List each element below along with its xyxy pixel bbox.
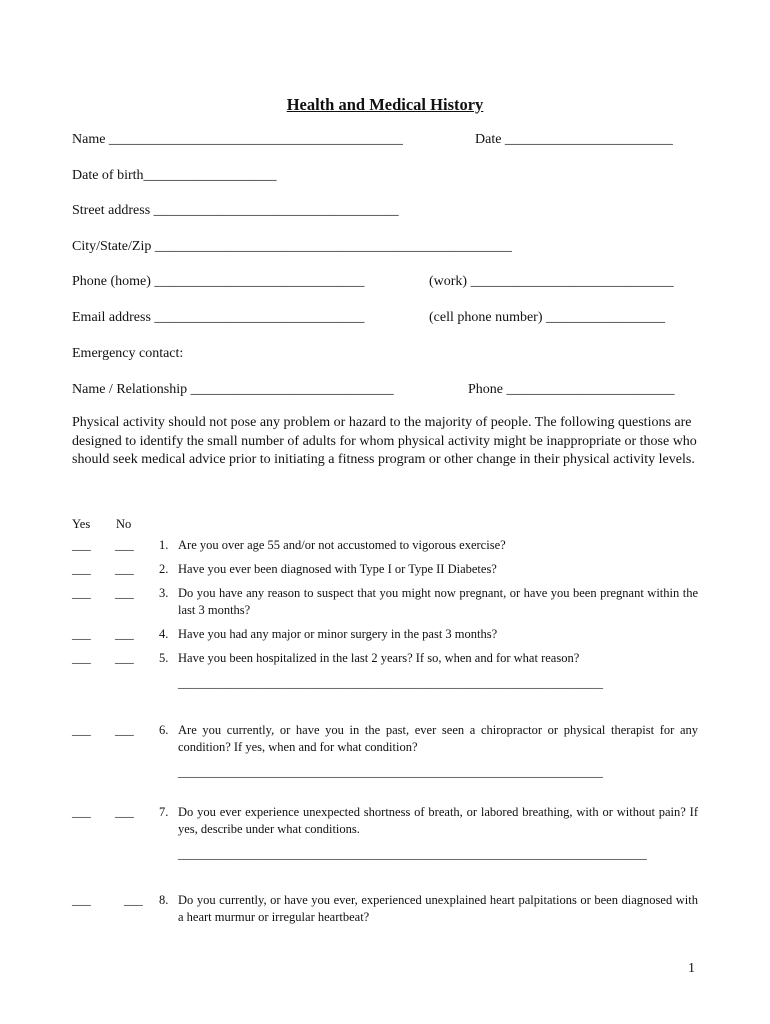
no-blank[interactable]: ___ — [115, 562, 134, 576]
page-title: Health and Medical History — [286, 95, 484, 114]
name-field[interactable]: Name __________________________________________ — [72, 132, 403, 147]
question-text: Have you had any major or minor surgery in the past 3 months? — [178, 627, 498, 641]
question-number: 7. — [159, 805, 169, 819]
emergency-label: Emergency contact: — [72, 346, 184, 361]
yes-blank[interactable]: ___ — [72, 723, 91, 737]
city-field[interactable]: City/State/Zip ___________________________________________________ — [72, 239, 512, 254]
question-text: Have you ever been diagnosed with Type I or Type II Diabetes? — [178, 562, 497, 576]
question-text: Are you currently, or have you in the past, ever seen a chiropractor or physical therapist for any condition? If yes, when and for what condition? — [178, 723, 698, 754]
answer-line[interactable]: ____________________________________________________________________ — [178, 765, 603, 779]
question-number: 6. — [159, 723, 169, 737]
question-number: 5. — [159, 651, 169, 665]
intro-paragraph: Physical activity should not pose any problem or hazard to the majority of people. The following questions are designed to identify the small number of adults for whom physical activity might be inappropriate or those who should seek medical advice prior to initiating a fitness program or other change in their physical activity levels. — [72, 415, 697, 467]
yes-blank[interactable]: ___ — [72, 651, 91, 665]
yes-blank[interactable]: ___ — [72, 586, 91, 600]
no-blank[interactable]: ___ — [115, 627, 134, 641]
email-field[interactable]: Email address ______________________________ — [72, 310, 365, 325]
ec-name-field[interactable]: Name / Relationship _____________________________ — [72, 382, 394, 397]
yes-blank[interactable]: ___ — [72, 627, 91, 641]
phone-work-field[interactable]: (work) _____________________________ — [429, 274, 674, 289]
answer-line[interactable]: ____________________________________________________________________ — [178, 676, 603, 690]
question-text: Do you currently, or have you ever, experienced unexplained heart palpitations or been diagnosed with a heart murmur or irregular heartbeat? — [178, 893, 698, 924]
no-blank[interactable]: ___ — [124, 893, 143, 907]
no-header: No — [116, 517, 132, 531]
yes-blank[interactable]: ___ — [72, 562, 91, 576]
question-number: 4. — [159, 627, 169, 641]
ec-phone-field[interactable]: Phone ________________________ — [468, 382, 675, 397]
cell-field[interactable]: (cell phone number) _________________ — [429, 310, 666, 325]
yes-blank[interactable]: ___ — [72, 538, 91, 552]
yes-blank[interactable]: ___ — [72, 805, 91, 819]
no-blank[interactable]: ___ — [115, 538, 134, 552]
question-text: Do you ever experience unexpected shortness of breath, or labored breathing, with or without pain? If yes, describe under what conditions. — [178, 805, 698, 836]
question-text: Are you over age 55 and/or not accustomed to vigorous exercise? — [178, 538, 506, 552]
question-number: 1. — [159, 538, 169, 552]
no-blank[interactable]: ___ — [115, 586, 134, 600]
dob-field[interactable]: Date of birth___________________ — [72, 168, 277, 183]
page-number: 1 — [688, 961, 695, 976]
no-blank[interactable]: ___ — [115, 723, 134, 737]
question-number: 2. — [159, 562, 169, 576]
yes-blank[interactable]: ___ — [72, 893, 91, 907]
no-blank[interactable]: ___ — [115, 805, 134, 819]
question-text: Have you been hospitalized in the last 2 years? If so, when and for what reason? — [178, 651, 580, 665]
answer-line[interactable]: ___________________________________________________________________________ — [178, 847, 647, 861]
question-text: Do you have any reason to suspect that you might now pregnant, or have you been pregnant within the last 3 months? — [178, 586, 698, 617]
phone-home-field[interactable]: Phone (home) ______________________________ — [72, 274, 365, 289]
yes-header: Yes — [72, 517, 91, 531]
date-field[interactable]: Date ________________________ — [475, 132, 673, 147]
street-field[interactable]: Street address ___________________________________ — [72, 203, 399, 218]
question-number: 3. — [159, 586, 169, 600]
no-blank[interactable]: ___ — [115, 651, 134, 665]
question-number: 8. — [159, 893, 169, 907]
